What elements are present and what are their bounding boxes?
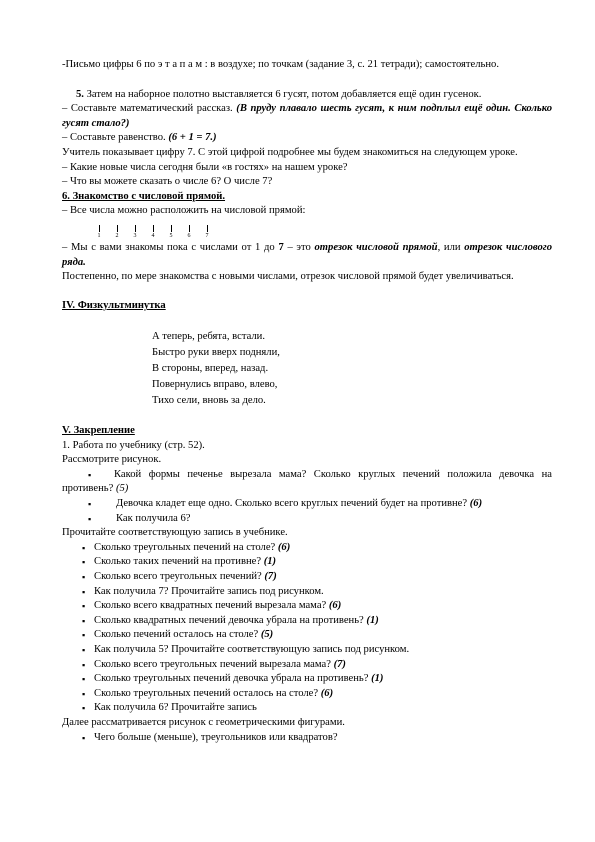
question-answer: (6) xyxy=(320,687,334,699)
number-line-tick-5: 5 xyxy=(164,225,178,239)
number-line-tick-4: 4 xyxy=(146,225,160,239)
question-answer: (1) xyxy=(371,673,384,685)
question-text: Сколько треугольных печений девочка убрала на противень? xyxy=(94,673,369,685)
math-story-prompt: – Составьте математический рассказ. xyxy=(62,103,233,115)
exercise-poem xyxy=(152,329,552,410)
number-line-tick-2: 2 xyxy=(110,225,124,239)
document-page xyxy=(62,58,552,745)
question-text: Сколько всего треугольных печений? xyxy=(94,571,262,583)
bullet-cookie-shape-text: Какой формы печенье вырезала мама? Сколько круглых печений положила девочка на противень? xyxy=(62,468,552,495)
read-record-line: Прочитайте соответствующую запись в учебнике. xyxy=(62,527,288,539)
nl-text-e: , или xyxy=(437,241,461,253)
bullet-girl-adds-one-text: Девочка кладет еще одно. Сколько всего круглых печений будет на противне? xyxy=(116,498,468,510)
question-answer: (7) xyxy=(333,658,346,670)
question-list xyxy=(62,541,552,716)
textbook-work-line: 1. Работа по учебнику (стр. 52). xyxy=(62,439,205,451)
question-text: Сколько треугольных печений осталось на столе? xyxy=(94,687,319,699)
step-5-line xyxy=(62,88,552,103)
question-text: Сколько квадратных печений девочка убрала на противень? xyxy=(94,614,364,626)
bullet-more-less: ▪ Чего больше (меньше), треугольников или квадратов? xyxy=(62,731,552,746)
poem-line: Повернулись вправо, влево, xyxy=(152,379,278,391)
geometric-figures-line: Далее рассматривается рисунок с геометрическими фигурами. xyxy=(62,716,345,728)
writing-task-line: -Письмо цифры 6 по э т а п а м : в воздухе; по точкам (задание 3, с. 21 тетради); самостоятельно. xyxy=(62,59,499,70)
equation-answer: (6 + 1 = 7.) xyxy=(168,132,217,144)
section-4-heading: IV. Физкультминутка xyxy=(62,300,166,312)
section-5-heading: V. Закрепление xyxy=(62,425,135,437)
math-story-answer: (В пруду плавало шесть гусят, к ним подплыл ещё один. Сколько гусят стало?) xyxy=(62,103,553,129)
question-item xyxy=(62,672,552,687)
step-5-text: Затем на наборное полотно выставляется 6 гусят, потом добавляется ещё один гусенок. xyxy=(86,88,482,100)
question-new-numbers: – Какие новые числа сегодня были «в гостях» на нашем уроке? xyxy=(62,161,348,173)
nl-text-c: – это xyxy=(287,241,311,253)
question-text: Сколько треугольных печений на столе? xyxy=(94,541,276,553)
question-six-seven: – Что вы можете сказать о числе 6? О числе 7? xyxy=(62,176,273,188)
question-item xyxy=(62,541,552,556)
teacher-shows-seven: Учитель показывает цифру 7. С этой цифрой подробнее мы будем знакомиться на следующем уроке. xyxy=(62,146,518,158)
question-answer: (7) xyxy=(264,571,277,583)
question-text: Сколько таких печений на противне? xyxy=(94,556,262,568)
nl-text-a: – Мы с вами знакомы пока с числами от 1 до xyxy=(62,241,275,253)
bullet-girl-adds-one xyxy=(62,497,552,512)
question-answer: (1) xyxy=(366,614,379,626)
question-text: Как получила 6? Прочитайте запись xyxy=(94,702,257,714)
question-item xyxy=(62,599,552,614)
question-item xyxy=(62,614,552,629)
equation-prompt: – Составьте равенство. xyxy=(62,132,166,144)
number-line-growth: Постепенно, по мере знакомства с новыми числами, отрезок числовой прямой будет увеличиваться. xyxy=(62,271,514,283)
question-item xyxy=(62,628,552,643)
question-text: Сколько всего треугольных печений вырезала мама? xyxy=(94,658,331,670)
number-line-tick-1: 1 xyxy=(92,225,106,239)
question-item xyxy=(62,701,552,716)
nl-text-b: 7 xyxy=(278,241,284,253)
question-item xyxy=(62,643,552,658)
look-at-picture-line: Рассмотрите рисунок. xyxy=(62,454,162,466)
nl-term-segment-line: отрезок числовой прямой xyxy=(314,241,438,253)
question-text: Сколько печений осталось на столе? xyxy=(94,629,259,641)
question-text: Как получила 5? Прочитайте соответствующую запись под рисунком. xyxy=(94,644,410,656)
question-answer: (5) xyxy=(260,629,274,641)
number-line xyxy=(92,225,552,239)
question-text: Как получила 7? Прочитайте запись под рисунком. xyxy=(94,585,324,597)
question-answer: (6) xyxy=(277,541,291,553)
nl-term-segment-row: отрезок числового ряда. xyxy=(62,241,552,268)
question-answer: (6) xyxy=(328,600,342,612)
question-item xyxy=(62,585,552,600)
number-line-explanation xyxy=(62,241,552,270)
section-number-line-heading: 6. Знакомство с числовой прямой. xyxy=(62,190,226,202)
question-text: Сколько всего квадратных печений вырезала мама? xyxy=(94,600,327,612)
number-line-intro: – Все числа можно расположить на числовой прямой: xyxy=(62,205,306,217)
math-story-line xyxy=(62,102,552,131)
bullet-cookie-shape xyxy=(62,468,552,497)
question-item xyxy=(62,555,552,570)
question-item xyxy=(62,658,552,673)
poem-line: А теперь, ребята, встали. xyxy=(152,330,265,342)
number-line-tick-7: 7 xyxy=(200,225,214,239)
poem-line: В стороны, вперед, назад. xyxy=(152,362,269,374)
bullet-girl-adds-one-answer: (6) xyxy=(469,498,483,510)
poem-line: Быстро руки вверх подняли, xyxy=(152,346,280,358)
number-line-tick-3: 3 xyxy=(128,225,142,239)
bullet-how-got-six: ▪ Как получила 6? xyxy=(62,512,552,527)
step-5-number: 5. xyxy=(76,88,84,100)
bullet-cookie-shape-answer: (5) xyxy=(115,483,129,495)
poem-line: Тихо сели, вновь за дело. xyxy=(152,395,266,407)
question-item xyxy=(62,570,552,585)
question-item xyxy=(62,687,552,702)
equation-line xyxy=(62,131,552,146)
question-answer: (1) xyxy=(263,556,277,568)
number-line-tick-6: 6 xyxy=(182,225,196,239)
